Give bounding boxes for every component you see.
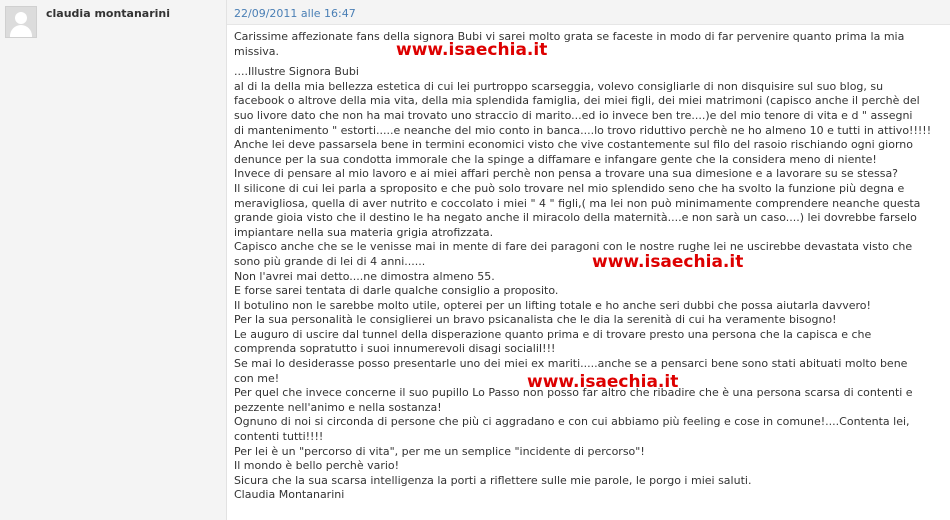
comment-line: impiantare nella sua materia grigia atrofizzata. xyxy=(234,225,494,239)
comment-line: di mantenimento " estorti.....e neanche del mio conto in banca....lo trovo riduttivo perchè ne ho almeno 10 e tutti in attivo!!!!! xyxy=(234,123,932,137)
comment-line: Sicura che la sua scarsa intelligenza la porti a riflettere sulle mie parole, le porgo i miei saluti. xyxy=(234,473,752,487)
avatar-head-shape xyxy=(15,12,27,24)
avatar-body-shape xyxy=(10,25,32,38)
comment-line: Il botulino non le sarebbe molto utile, opterei per un lifting totale e ho anche seri dubbi che possa aiutarla davvero! xyxy=(234,298,871,312)
comment-line: Capisco anche che se le venisse mai in mente di fare dei paragoni con le nostre rughe lei ne uscirebbe devastata visto che xyxy=(234,240,913,254)
comment-line: Anche lei deve passarsela bene in termini economici visto che vive costantemente sul filo del rasoio rischiando ogni giorno xyxy=(234,138,913,152)
comment-line: Invece di pensare al mio lavoro e ai miei affari perchè non pensa a trovare una sua dimesione e a lavorare su se stessa? xyxy=(234,167,899,181)
comment-text xyxy=(234,65,946,503)
comment-line: comprenda sopratutto i suoi innumerevoli disagi socialiI!!! xyxy=(234,342,556,356)
comment-line: con me! xyxy=(234,371,280,385)
comment-line: Il silicone di cui lei parla a sproposito e che può solo trovare nel mio splendido seno che ha svolto la funzione più degna e xyxy=(234,181,905,195)
comment-line: Non l'avrei mai detto....ne dimostra almeno 55. xyxy=(234,269,495,283)
comment-line: Ognuno di noi si circonda di persone che più ci aggradano e con cui abbiamo più feeling e cose in comune!....Contenta lei, xyxy=(234,415,910,429)
comment-line: al di la della mia bellezza estetica di cui lei purtroppo scarseggia, volevo consigliarle di non disquisire sul suo blog, su xyxy=(234,79,884,93)
comment-line: suo livore dato che non ha mai trovato uno straccio di marito...ed io invece ben tre....)e del mio tenore di vita e d " assegni xyxy=(234,108,913,122)
comment-line: Claudia Montanarini xyxy=(234,488,345,502)
comment-line: Per quel che invece concerne il suo pupillo Lo Passo non posso far altro che ribadire che è una persona scarsa di contenti e xyxy=(234,386,913,400)
watermark: www.isaechia.it xyxy=(592,252,744,272)
avatar[interactable] xyxy=(5,6,37,38)
comment-line: Se mai lo desiderasse posso presentarle uno dei miei ex mariti.....anche se a pensarci bene sono stati abituati molto bene xyxy=(234,357,908,371)
comment-date-link[interactable]: 22/09/2011 alle 16:47 xyxy=(234,7,356,20)
comment-line: Il mondo è bello perchè vario! xyxy=(234,459,400,473)
comment-line: E forse sarei tentata di darle qualche consiglio a proposito. xyxy=(234,284,559,298)
watermark: www.isaechia.it xyxy=(527,372,679,392)
comment-line: Per lei è un "percorso di vita", per me un semplice "incidente di percorso"! xyxy=(234,444,645,458)
comment-line: grande gioia visto che il destino le ha negato anche il miracolo della maternità....e non sarà un caso....) lei dovrebbe farselo xyxy=(234,211,917,225)
author-column xyxy=(0,0,227,520)
comment-line: sono più grande di lei di 4 anni...... xyxy=(234,254,426,268)
intro-line: missiva. xyxy=(234,44,280,58)
comment-line: denunce per la sua condotta immorale che la spinge a diffamare e infangare gente che la considera meno di niente! xyxy=(234,152,877,166)
watermark: www.isaechia.it xyxy=(396,40,548,60)
comment-line: facebook o altrove della mia vita, della mia splendida famiglia, dei miei figli, dei miei matrimoni (capisco anche il perchè del xyxy=(234,94,920,108)
comment-line: contenti tutti!!!! xyxy=(234,430,324,444)
comment-line: Le auguro di uscire dal tunnel della disperazione quanto prima e di trovare presto una persona che la capisca e che xyxy=(234,327,872,341)
intro-line: Carissime affezionate fans della signora Bubi vi sarei molto grata se faceste in modo di far pervenire quanto prima la mia xyxy=(234,30,905,43)
comment-author: claudia montanarini xyxy=(46,7,171,20)
comment-intro xyxy=(234,30,946,59)
comment-line: meravigliosa, quella di aver nutrito e coccolato i miei " 4 " figli,( ma lei non può minimamente comprendere neanche questa xyxy=(234,196,921,210)
comment-body xyxy=(234,30,946,518)
comment-line: ....Illustre Signora Bubi xyxy=(234,65,359,79)
comment-line: Per la sua personalità le consiglierei un bravo psicanalista che le dia la serenità di cui ha veramente bisogno! xyxy=(234,313,837,327)
comment-line: pezzente nell'animo e nella sostanza! xyxy=(234,400,442,414)
